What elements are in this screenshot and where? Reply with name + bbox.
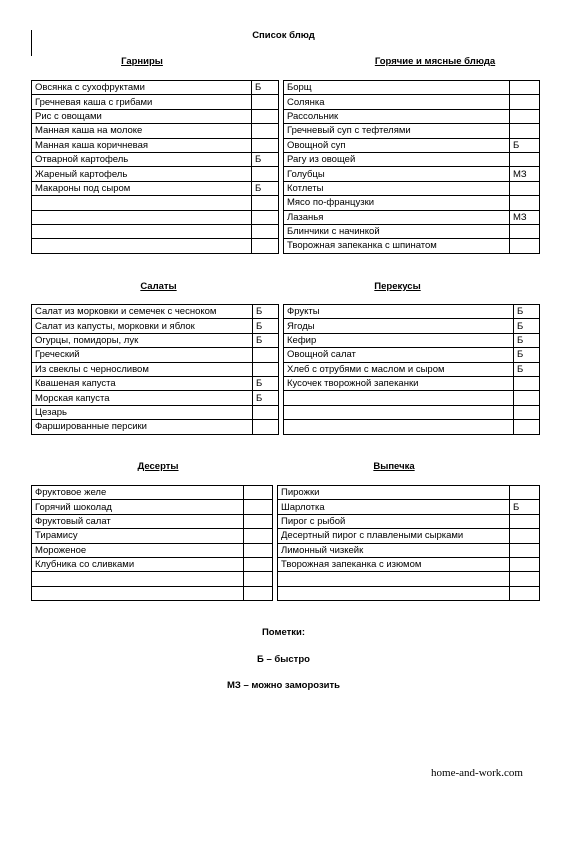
mark-cell-right (510, 557, 540, 571)
table-row (32, 572, 540, 586)
note-freeze: МЗ – можно заморозить (226, 680, 341, 691)
note-fast: Б – быстро (257, 654, 310, 665)
dish-cell-left: Манная каша на молоке (32, 124, 252, 138)
mark-cell-right (510, 543, 540, 557)
mark-cell-right (510, 586, 540, 600)
dish-cell-right: Лимонный чизкейк (278, 543, 510, 557)
mark-cell-left (253, 405, 279, 419)
dish-cell-right: Шарлотка (278, 500, 510, 514)
mark-cell-left (244, 572, 273, 586)
dish-cell-right: Овощной салат (284, 348, 514, 362)
mark-cell-left (244, 514, 273, 528)
section-title-perekusy: Перекусы (374, 281, 421, 292)
mark-cell-right: МЗ (510, 167, 540, 181)
dish-cell-right: Кефир (284, 333, 514, 347)
mark-cell-left (244, 500, 273, 514)
table-row (32, 420, 540, 434)
mark-cell-right (510, 486, 540, 500)
dish-cell-right (284, 420, 514, 434)
table-row (32, 109, 540, 123)
mark-cell-right (510, 152, 540, 166)
dish-cell-left: Клубника со сливками (32, 557, 244, 571)
dish-cell-left: Жареный картофель (32, 167, 252, 181)
dish-cell-left: Морская капуста (32, 391, 253, 405)
dish-cell-left: Фруктовый салат (32, 514, 244, 528)
table-row (32, 529, 540, 543)
dish-cell-right: Мясо по-французки (284, 196, 510, 210)
dish-cell-left (32, 572, 244, 586)
dish-cell-left: Манная каша коричневая (32, 138, 252, 152)
mark-cell-right: Б (514, 305, 540, 319)
mark-cell-right (510, 196, 540, 210)
dish-cell-right: Блинчики с начинкой (284, 224, 510, 238)
mark-cell-right (510, 124, 540, 138)
dish-cell-right: Овощной суп (284, 138, 510, 152)
mark-cell-right: Б (510, 138, 540, 152)
table-row (32, 181, 540, 195)
section-title-vypechka: Выпечка (373, 461, 415, 472)
mark-cell-right (510, 224, 540, 238)
table-row (32, 167, 540, 181)
mark-cell-left: Б (253, 333, 279, 347)
section-title-salaty: Салаты (140, 281, 177, 292)
dish-cell-left: Из свеклы с черносливом (32, 362, 253, 376)
dish-cell-right: Борщ (284, 81, 510, 95)
dish-cell-left (32, 196, 252, 210)
mark-cell-left: Б (253, 319, 279, 333)
dish-cell-right: Кусочек творожной запеканки (284, 376, 514, 390)
table-row (32, 319, 540, 333)
mark-cell-left (244, 557, 273, 571)
dish-cell-right: Творожная запеканка с изюмом (278, 557, 510, 571)
mark-cell-left: Б (252, 81, 279, 95)
mark-cell-left (244, 586, 273, 600)
mark-cell-right (510, 109, 540, 123)
table-row (32, 305, 540, 319)
site-watermark: home-and-work.com (431, 767, 523, 779)
dish-cell-left: Салат из капусты, морковки и яблок (32, 319, 253, 333)
mark-cell-right (510, 529, 540, 543)
table-row (32, 239, 540, 253)
mark-cell-right (510, 572, 540, 586)
table-salaty-perekusy (31, 304, 540, 435)
dish-cell-right: Хлеб с отрубями с маслом и сыром (284, 362, 514, 376)
dish-cell-right: Солянка (284, 95, 510, 109)
mark-cell-left (252, 167, 279, 181)
dish-cell-right: Рассольник (284, 109, 510, 123)
mark-cell-right: МЗ (510, 210, 540, 224)
mark-cell-left (252, 109, 279, 123)
dish-cell-left: Квашеная капуста (32, 376, 253, 390)
mark-cell-right: Б (514, 348, 540, 362)
dish-cell-right: Голубцы (284, 167, 510, 181)
mark-cell-right (510, 239, 540, 253)
table-row (32, 224, 540, 238)
dish-cell-left: Горячий шоколад (32, 500, 244, 514)
table-row (32, 81, 540, 95)
table-row (32, 486, 540, 500)
mark-cell-left (244, 543, 273, 557)
dish-cell-left: Огурцы, помидоры, лук (32, 333, 253, 347)
mark-cell-left (252, 224, 279, 238)
dish-cell-right: Ягоды (284, 319, 514, 333)
mark-cell-left: Б (253, 391, 279, 405)
dish-cell-left (32, 239, 252, 253)
table-row (32, 210, 540, 224)
mark-cell-right: Б (510, 500, 540, 514)
table-row (32, 543, 540, 557)
section-title-deserty: Десерты (137, 461, 179, 472)
mark-cell-left (252, 138, 279, 152)
mark-cell-right: Б (514, 362, 540, 376)
dish-cell-left: Овсянка с сухофруктами (32, 81, 252, 95)
table-row (32, 333, 540, 347)
table-row (32, 196, 540, 210)
page-title: Список блюд (252, 30, 315, 41)
dish-cell-right: Лазанья (284, 210, 510, 224)
mark-cell-right (514, 376, 540, 390)
dish-cell-left: Цезарь (32, 405, 253, 419)
table-row (32, 152, 540, 166)
mark-cell-right (514, 420, 540, 434)
dish-cell-left (32, 586, 244, 600)
table-row (32, 405, 540, 419)
dish-cell-right: Рагу из овощей (284, 152, 510, 166)
dish-cell-right: Пирог с рыбой (278, 514, 510, 528)
table-row (32, 138, 540, 152)
mark-cell-left (244, 486, 273, 500)
dish-cell-right (278, 586, 510, 600)
dish-cell-left: Гречневая каша с грибами (32, 95, 252, 109)
mark-cell-right: Б (514, 333, 540, 347)
dish-cell-left: Макароны под сыром (32, 181, 252, 195)
table-row (32, 348, 540, 362)
dish-cell-right: Творожная запеканка с шпинатом (284, 239, 510, 253)
dish-cell-left: Фаршированные персики (32, 420, 253, 434)
dish-cell-right (284, 391, 514, 405)
table-row (32, 500, 540, 514)
dish-cell-right: Пирожки (278, 486, 510, 500)
mark-cell-left: Б (253, 305, 279, 319)
dish-cell-right: Гречневый суп с тефтелями (284, 124, 510, 138)
mark-cell-right: Б (514, 319, 540, 333)
dish-cell-left: Отварной картофель (32, 152, 252, 166)
dish-cell-right: Десертный пирог с плавлеными сырками (278, 529, 510, 543)
table-row (32, 514, 540, 528)
mark-cell-left (252, 210, 279, 224)
mark-cell-left: Б (252, 181, 279, 195)
table-row (32, 124, 540, 138)
mark-cell-left (253, 420, 279, 434)
mark-cell-right (510, 81, 540, 95)
table-row (32, 362, 540, 376)
table-row (32, 391, 540, 405)
notes-heading: Пометки: (261, 627, 306, 638)
dish-cell-left: Салат из морковки и семечек с чесноком (32, 305, 253, 319)
table-garniry-goryachie (31, 80, 540, 254)
mark-cell-left (253, 348, 279, 362)
dish-cell-right: Фрукты (284, 305, 514, 319)
mark-cell-left (252, 95, 279, 109)
dish-cell-right: Котлеты (284, 181, 510, 195)
mark-cell-left: Б (252, 152, 279, 166)
mark-cell-right (510, 181, 540, 195)
mark-cell-left: Б (253, 376, 279, 390)
section-title-goryachie: Горячие и мясные блюда (374, 56, 496, 67)
section-title-garniry: Гарниры (121, 56, 163, 67)
mark-cell-right (514, 405, 540, 419)
dish-cell-left: Рис с овощами (32, 109, 252, 123)
dish-cell-left (32, 224, 252, 238)
mark-cell-left (244, 529, 273, 543)
mark-cell-left (252, 239, 279, 253)
mark-cell-right (510, 514, 540, 528)
table-deserty-vypechka (31, 485, 540, 601)
mark-cell-left (252, 196, 279, 210)
dish-cell-left: Мороженое (32, 543, 244, 557)
dish-cell-left: Тирамису (32, 529, 244, 543)
table-row (32, 376, 540, 390)
dish-cell-left: Фруктовое желе (32, 486, 244, 500)
dish-cell-right (278, 572, 510, 586)
table-row (32, 586, 540, 600)
dish-cell-left: Греческий (32, 348, 253, 362)
mark-cell-left (253, 362, 279, 376)
dish-cell-right (284, 405, 514, 419)
mark-cell-left (252, 124, 279, 138)
mark-cell-right (510, 95, 540, 109)
table-row (32, 95, 540, 109)
mark-cell-right (514, 391, 540, 405)
table-row (32, 557, 540, 571)
dish-cell-left (32, 210, 252, 224)
